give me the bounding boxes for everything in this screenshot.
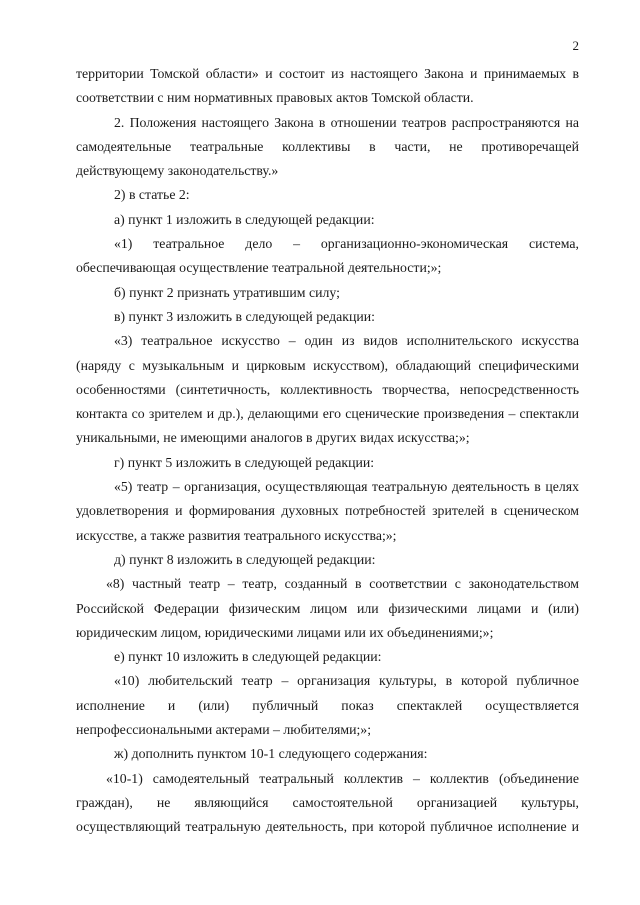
paragraph-item-d: д) пункт 8 изложить в следующей редакции: — [114, 551, 376, 567]
paragraph-item-g: г) пункт 5 изложить в следующей редакции: — [114, 454, 375, 470]
document-body — [76, 62, 579, 840]
paragraph-continuation: территории Томской области» и состоит из настоящего Закона и принимаемых в соответствии с ним нормативных правовых актов Томской области. — [76, 66, 579, 106]
paragraph-article-2-heading: 2) в статье 2: — [114, 187, 190, 203]
paragraph-definition-1: «1) театральное дело – организационно-экономическая система, обеспечивающая осуществление театральной деятельности;»; — [76, 236, 579, 276]
paragraph-definition-10: «10) любительский театр – организация культуры, в которой публичное исполнение и (или) публичный показ спектаклей осуществляется непрофессиональными актерами – любителями;»; — [76, 673, 579, 738]
paragraph-definition-10-1: «10-1) самодеятельный театральный коллектив – коллектив (объединение граждан), не являющийся самостоятельной организацией культуры, осуществляющий театральную деятельность, при которой публичное исполнение и — [76, 770, 579, 835]
paragraph-definition-5: «5) театр – организация, осуществляющая театральную деятельность в целях удовлетворения и формирования духовных потребностей зрителей в сценическом искусстве, а также развития театрального искусства;»; — [76, 479, 579, 543]
paragraph-item-e: е) пункт 10 изложить в следующей редакции: — [114, 649, 382, 665]
page-number: 2 — [572, 38, 579, 53]
paragraph-item-b: б) пункт 2 признать утратившим силу; — [114, 284, 340, 300]
paragraph-item-a: а) пункт 1 изложить в следующей редакции: — [114, 211, 375, 227]
paragraph-item-v: в) пункт 3 изложить в следующей редакции: — [114, 308, 375, 324]
paragraph-definition-8: «8) частный театр – театр, созданный в соответствии с законодательством Российской Федерации физическим лицом или физическими лицами и (или) юридическим лицом, юридическими лицами или их объединениями;»; — [76, 576, 579, 640]
paragraph-definition-3: «3) театральное искусство – один из видов исполнительского искусства (наряду с музыкальным и цирковым искусством), обладающий специфическими особенностями (синтетичность, коллективность творчества, непосредственность контакта со зрителем и др.), делающими его сценические произведения – спектакли уникальными, не имеющими аналогов в других видах искусства;»; — [76, 333, 579, 446]
paragraph-clause-2: 2. Положения настоящего Закона в отношении театров распространяются на самодеятельные театральные коллективы в части, не противоречащей действующему законодательству.» — [76, 114, 579, 179]
paragraph-item-zh: ж) дополнить пунктом 10-1 следующего содержания: — [114, 746, 428, 762]
